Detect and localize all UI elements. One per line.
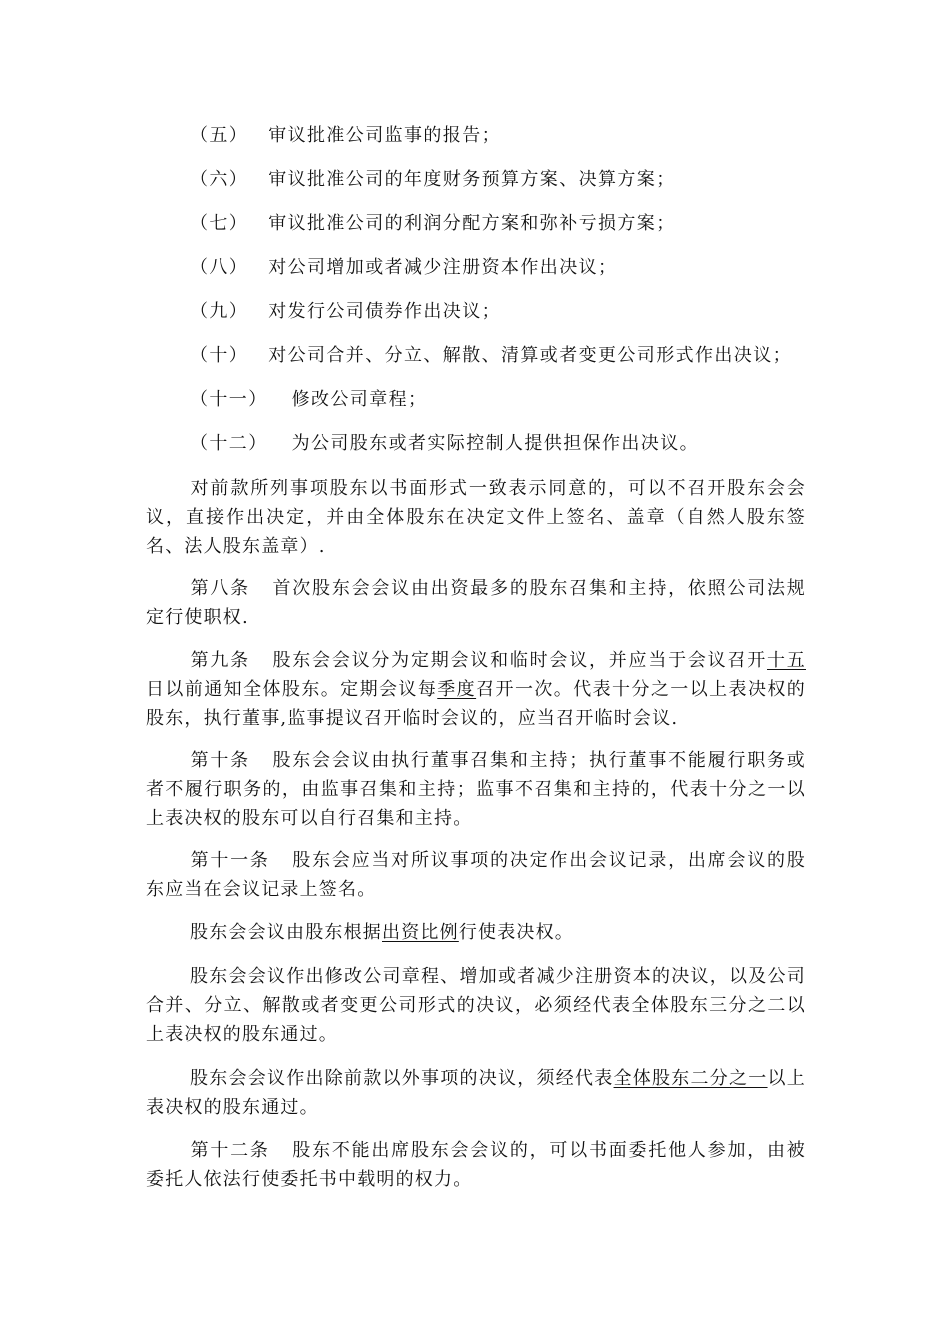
list-item <box>190 298 501 326</box>
article-title: 第九条 <box>190 650 250 671</box>
item-text: 审议批准公司的年度财务预算方案、决算方案； <box>268 169 676 190</box>
item-number: （七） <box>190 213 249 234</box>
article-8 <box>146 574 806 632</box>
list-item <box>190 166 676 194</box>
item-number: （八） <box>190 257 249 278</box>
underlined-majority: 全体股东二分之一 <box>613 1068 768 1089</box>
article-title: 第十条 <box>190 750 250 771</box>
paragraph-text: 行使表决权。 <box>458 922 575 943</box>
article-text: 召开一次。代表十分之一以上表决权的股东，执行董事,监事提议召开临时会议的，应当召开临时会议. <box>146 679 806 729</box>
article-text: 日以前通知全体股东。定期会议每 <box>146 679 438 700</box>
paragraph-text: 股东会会议由股东根据 <box>190 922 382 943</box>
list-item <box>190 210 676 238</box>
paragraph-consent <box>146 474 806 561</box>
list-item <box>190 122 501 150</box>
paragraph-special-resolution <box>146 962 806 1049</box>
article-text: 首次股东会会议由出资最多的股东召集和主持，依照公司法规定行使职权. <box>146 578 806 628</box>
item-number: （六） <box>190 169 249 190</box>
underlined-days: 十五 <box>767 650 806 671</box>
item-number: （十二） <box>190 433 268 454</box>
item-number: （十一） <box>190 389 268 410</box>
paragraph-ordinary-resolution <box>146 1064 806 1122</box>
article-text: 股东不能出席股东会会议的，可以书面委托他人参加，由被委托人依法行使委托书中载明的权力。 <box>146 1140 806 1190</box>
item-number: （九） <box>190 301 249 322</box>
article-9 <box>146 646 806 733</box>
paragraph-vote <box>146 918 806 947</box>
underlined-frequency: 季度 <box>437 679 477 700</box>
article-12 <box>146 1136 806 1194</box>
item-number: （十） <box>190 345 249 366</box>
paragraph-text: 对前款所列事项股东以书面形式一致表示同意的，可以不召开股东会会议，直接作出决定，并由全体股东在决定文件上签名、盖章（自然人股东签名、法人股东盖章）. <box>146 478 806 557</box>
list-item <box>190 342 792 370</box>
paragraph-text: 股东会会议作出除前款以外事项的决议，须经代表 <box>190 1068 614 1089</box>
article-text: 股东会会议分为定期会议和临时会议，并应当于会议召开 <box>271 650 768 671</box>
item-text: 对发行公司债券作出决议； <box>268 301 502 322</box>
paragraph-text: 以上表决权的股东通过。 <box>146 1068 806 1118</box>
article-title: 第十一条 <box>190 850 270 871</box>
item-number: （五） <box>190 125 249 146</box>
item-text: 对公司合并、分立、解散、清算或者变更公司形式作出决议； <box>268 345 793 366</box>
item-text: 审议批准公司的利润分配方案和弥补亏损方案； <box>268 213 676 234</box>
article-10 <box>146 746 806 833</box>
item-text: 对公司增加或者减少注册资本作出决议； <box>268 257 618 278</box>
list-item <box>190 430 699 458</box>
paragraph-text: 股东会会议作出修改公司章程、增加或者减少注册资本的决议，以及公司合并、分立、解散或者变更公司形式的决议，必须经代表全体股东三分之二以上表决权的股东通过。 <box>146 966 806 1045</box>
underlined-ratio: 出资比例 <box>382 922 459 943</box>
item-text: 审议批准公司监事的报告； <box>268 125 502 146</box>
list-item <box>190 386 427 414</box>
article-title: 第十二条 <box>190 1140 270 1161</box>
article-text: 股东会会议由执行董事召集和主持；执行董事不能履行职务或者不履行职务的，由监事召集和主持；监事不召集和主持的，代表十分之一以上表决权的股东可以自行召集和主持。 <box>146 750 806 829</box>
article-text: 股东会应当对所议事项的决定作出会议记录，出席会议的股东应当在会议记录上签名。 <box>146 850 806 900</box>
article-title: 第八条 <box>190 578 250 599</box>
item-text: 修改公司章程； <box>291 389 428 410</box>
list-item <box>190 254 617 282</box>
article-11 <box>146 846 806 904</box>
item-text: 为公司股东或者实际控制人提供担保作出决议。 <box>291 433 700 454</box>
